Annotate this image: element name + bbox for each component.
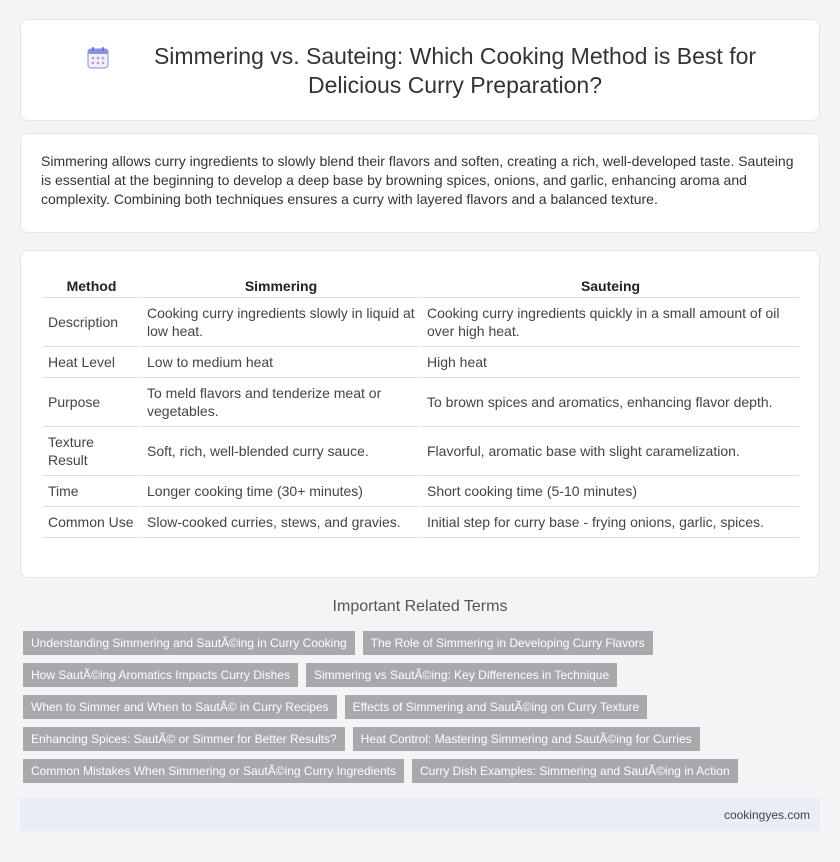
sauteing-cell: To brown spices and aromatics, enhancing flavor depth. — [421, 377, 799, 426]
comparison-table — [43, 275, 799, 538]
simmering-cell: Longer cooking time (30+ minutes) — [141, 475, 421, 506]
table-row — [43, 506, 799, 537]
related-term-link[interactable]: Curry Dish Examples: Simmering and SautÃ©ing in Action — [412, 759, 738, 783]
sauteing-cell: Cooking curry ingredients quickly in a small amount of oil over high heat. — [421, 297, 799, 346]
row-label: Common Use — [43, 506, 141, 537]
related-term-link[interactable]: Effects of Simmering and SautÃ©ing on Curry Texture — [345, 695, 648, 719]
header-simmering: Simmering — [141, 275, 421, 297]
footer-site-name: cookingyes.com — [723, 808, 810, 822]
sauteing-cell: Short cooking time (5-10 minutes) — [421, 475, 799, 506]
simmering-cell: Soft, rich, well-blended curry sauce. — [141, 426, 421, 475]
sauteing-cell: High heat — [421, 346, 799, 377]
related-terms-list — [23, 631, 783, 791]
related-term-link[interactable]: Enhancing Spices: SautÃ© or Simmer for Better Results? — [23, 727, 345, 751]
sauteing-cell: Flavorful, aromatic base with slight caramelization. — [421, 426, 799, 475]
header-method: Method — [43, 275, 141, 297]
intro-paragraph: Simmering allows curry ingredients to slowly blend their flavors and soften, creating a rich, well-developed taste. Sauteing is essential at the beginning to develop a deep base by browning spices, onions, and garlic, enhancing aroma and complexity. Combining both techniques ensures a curry with layered flavors and a balanced texture. — [41, 153, 794, 207]
related-term-link[interactable]: The Role of Simmering in Developing Curry Flavors — [363, 631, 653, 655]
title-card — [20, 19, 820, 121]
intro-card — [20, 133, 820, 233]
simmering-cell: Slow-cooked curries, stews, and gravies. — [141, 506, 421, 537]
row-label: Purpose — [43, 377, 141, 426]
related-term-link[interactable]: When to Simmer and When to SautÃ© in Curry Recipes — [23, 695, 337, 719]
calendar-icon — [87, 47, 109, 69]
related-term-link[interactable]: Common Mistakes When Simmering or SautÃ©ing Curry Ingredients — [23, 759, 404, 783]
row-label: Description — [43, 297, 141, 346]
simmering-cell: Low to medium heat — [141, 346, 421, 377]
row-label: Texture Result — [43, 426, 141, 475]
table-header-row — [43, 275, 799, 297]
row-label: Time — [43, 475, 141, 506]
table-row — [43, 426, 799, 475]
related-term-link[interactable]: Heat Control: Mastering Simmering and SautÃ©ing for Curries — [353, 727, 700, 751]
simmering-cell: To meld flavors and tenderize meat or vegetables. — [141, 377, 421, 426]
row-label: Heat Level — [43, 346, 141, 377]
table-row — [43, 297, 799, 346]
header-sauteing: Sauteing — [421, 275, 799, 297]
related-term-link[interactable]: How SautÃ©ing Aromatics Impacts Curry Dishes — [23, 663, 298, 687]
table-row — [43, 346, 799, 377]
table-row — [43, 377, 799, 426]
footer — [20, 798, 820, 831]
related-term-link[interactable]: Simmering vs SautÃ©ing: Key Differences in Technique — [306, 663, 617, 687]
simmering-cell: Cooking curry ingredients slowly in liquid at low heat. — [141, 297, 421, 346]
related-terms-heading: Important Related Terms — [332, 598, 508, 615]
comparison-card — [20, 250, 820, 578]
page-title: Simmering vs. Sauteing: Which Cooking Method is Best for Delicious Curry Preparation? — [153, 43, 757, 98]
related-term-link[interactable]: Understanding Simmering and SautÃ©ing in Curry Cooking — [23, 631, 355, 655]
sauteing-cell: Initial step for curry base - frying onions, garlic, spices. — [421, 506, 799, 537]
table-row — [43, 475, 799, 506]
